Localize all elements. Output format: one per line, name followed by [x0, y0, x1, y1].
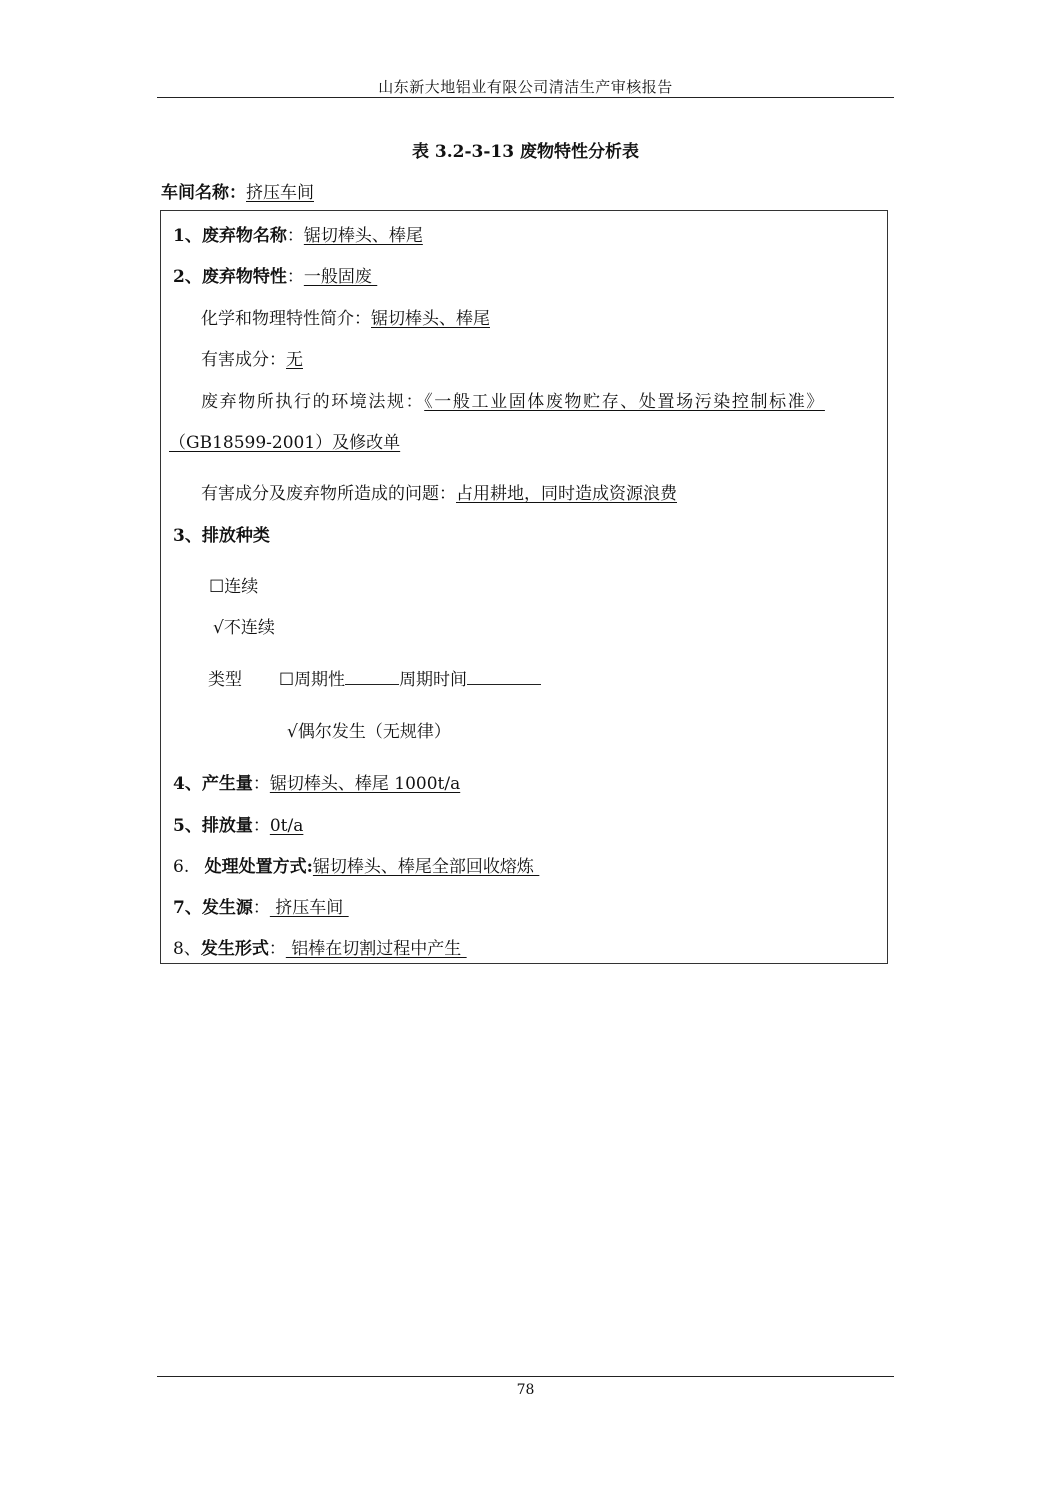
occasional-label: 偶尔发生（无规律）	[297, 722, 451, 742]
output-label: 4、产生量	[173, 774, 253, 794]
law-value: 《一般工业固体废物贮存、处置场污染控制标准》	[424, 392, 825, 412]
emission-value: 0t/a	[269, 816, 304, 836]
form-value: 铝棒在切割过程中产生	[285, 939, 467, 959]
period-time-blank	[467, 683, 541, 685]
periodic-label: 周期性	[294, 670, 346, 690]
page-number: 78	[516, 1382, 535, 1398]
option-discontinuous	[213, 613, 275, 638]
checkbox-empty-icon: ☐	[209, 577, 225, 597]
item-output	[173, 769, 460, 794]
item-discharge-type	[173, 521, 270, 546]
disposal-number: 6.	[173, 857, 190, 877]
item-disposal	[173, 852, 539, 877]
output-value: 锯切棒头、棒尾 1000t/a	[269, 774, 461, 794]
option-occasional	[287, 717, 451, 742]
brief-label: 化学和物理特性简介：	[201, 309, 371, 329]
type-row	[208, 665, 541, 690]
option-continuous	[209, 572, 258, 597]
source-label: 7、发生源	[173, 898, 253, 918]
period-time-label: 周期时间	[399, 670, 468, 690]
source-value: 挤压车间	[269, 898, 349, 918]
hazard-label: 有害成分：	[201, 350, 286, 370]
law-label: 废弃物所执行的环境法规：	[201, 392, 425, 412]
law-value-continued: （GB18599-2001）及修改单	[169, 433, 401, 453]
header-divider	[157, 97, 894, 98]
form-colon: ：	[268, 939, 286, 959]
disposal-label: 处理处置方式:	[204, 857, 313, 877]
hazard-value: 无	[286, 350, 303, 370]
discharge-type-label: 3、排放种类	[173, 526, 270, 546]
item-law-continued	[169, 428, 400, 453]
emission-label: 5、排放量	[173, 816, 253, 836]
periodic-blank	[345, 683, 399, 685]
output-colon: ：	[252, 774, 270, 794]
waste-name-value: 锯切棒头、棒尾	[303, 226, 423, 246]
workshop-line	[161, 178, 314, 203]
item-form	[173, 934, 467, 959]
source-colon: ：	[252, 898, 270, 918]
checkmark-icon: √	[213, 618, 224, 638]
checkbox-empty-icon: ☐	[278, 670, 295, 690]
brief-value: 锯切棒头、棒尾	[371, 309, 490, 329]
item-law	[201, 387, 825, 412]
waste-property-value: 一般固废	[303, 267, 378, 287]
type-label: 类型	[208, 670, 242, 690]
report-header-title: 山东新大地铝业有限公司清洁生产审核报告	[378, 78, 673, 96]
workshop-label: 车间名称：	[161, 183, 246, 203]
checkmark-icon: √	[287, 722, 298, 742]
form-number: 8、	[173, 939, 201, 959]
item-problem	[201, 479, 677, 504]
item-brief	[201, 304, 490, 329]
continuous-label: 连续	[224, 577, 259, 597]
waste-property-label: 2、废弃物特性	[173, 267, 287, 287]
item-hazard	[201, 345, 303, 370]
discontinuous-label: 不连续	[223, 618, 275, 638]
waste-name-colon: ：	[286, 226, 304, 246]
footer-divider	[157, 1376, 894, 1377]
form-label: 发生形式	[200, 939, 269, 959]
emission-colon: ：	[252, 816, 270, 836]
disposal-value: 锯切棒头、棒尾全部回收熔炼	[312, 857, 540, 877]
item-emission	[173, 811, 303, 836]
item-waste-property	[173, 262, 377, 287]
workshop-value: 挤压车间	[246, 183, 314, 203]
table-caption: 表 3.2-3-13 废物特性分析表	[411, 142, 639, 162]
item-source	[173, 893, 349, 918]
item-waste-name	[173, 221, 423, 246]
waste-name-label: 1、废弃物名称	[173, 226, 287, 246]
waste-property-colon: ：	[286, 267, 304, 287]
problem-label: 有害成分及废弃物所造成的问题：	[201, 484, 456, 504]
problem-value: 占用耕地，同时造成资源浪费	[456, 484, 677, 504]
waste-analysis-table	[160, 210, 888, 964]
